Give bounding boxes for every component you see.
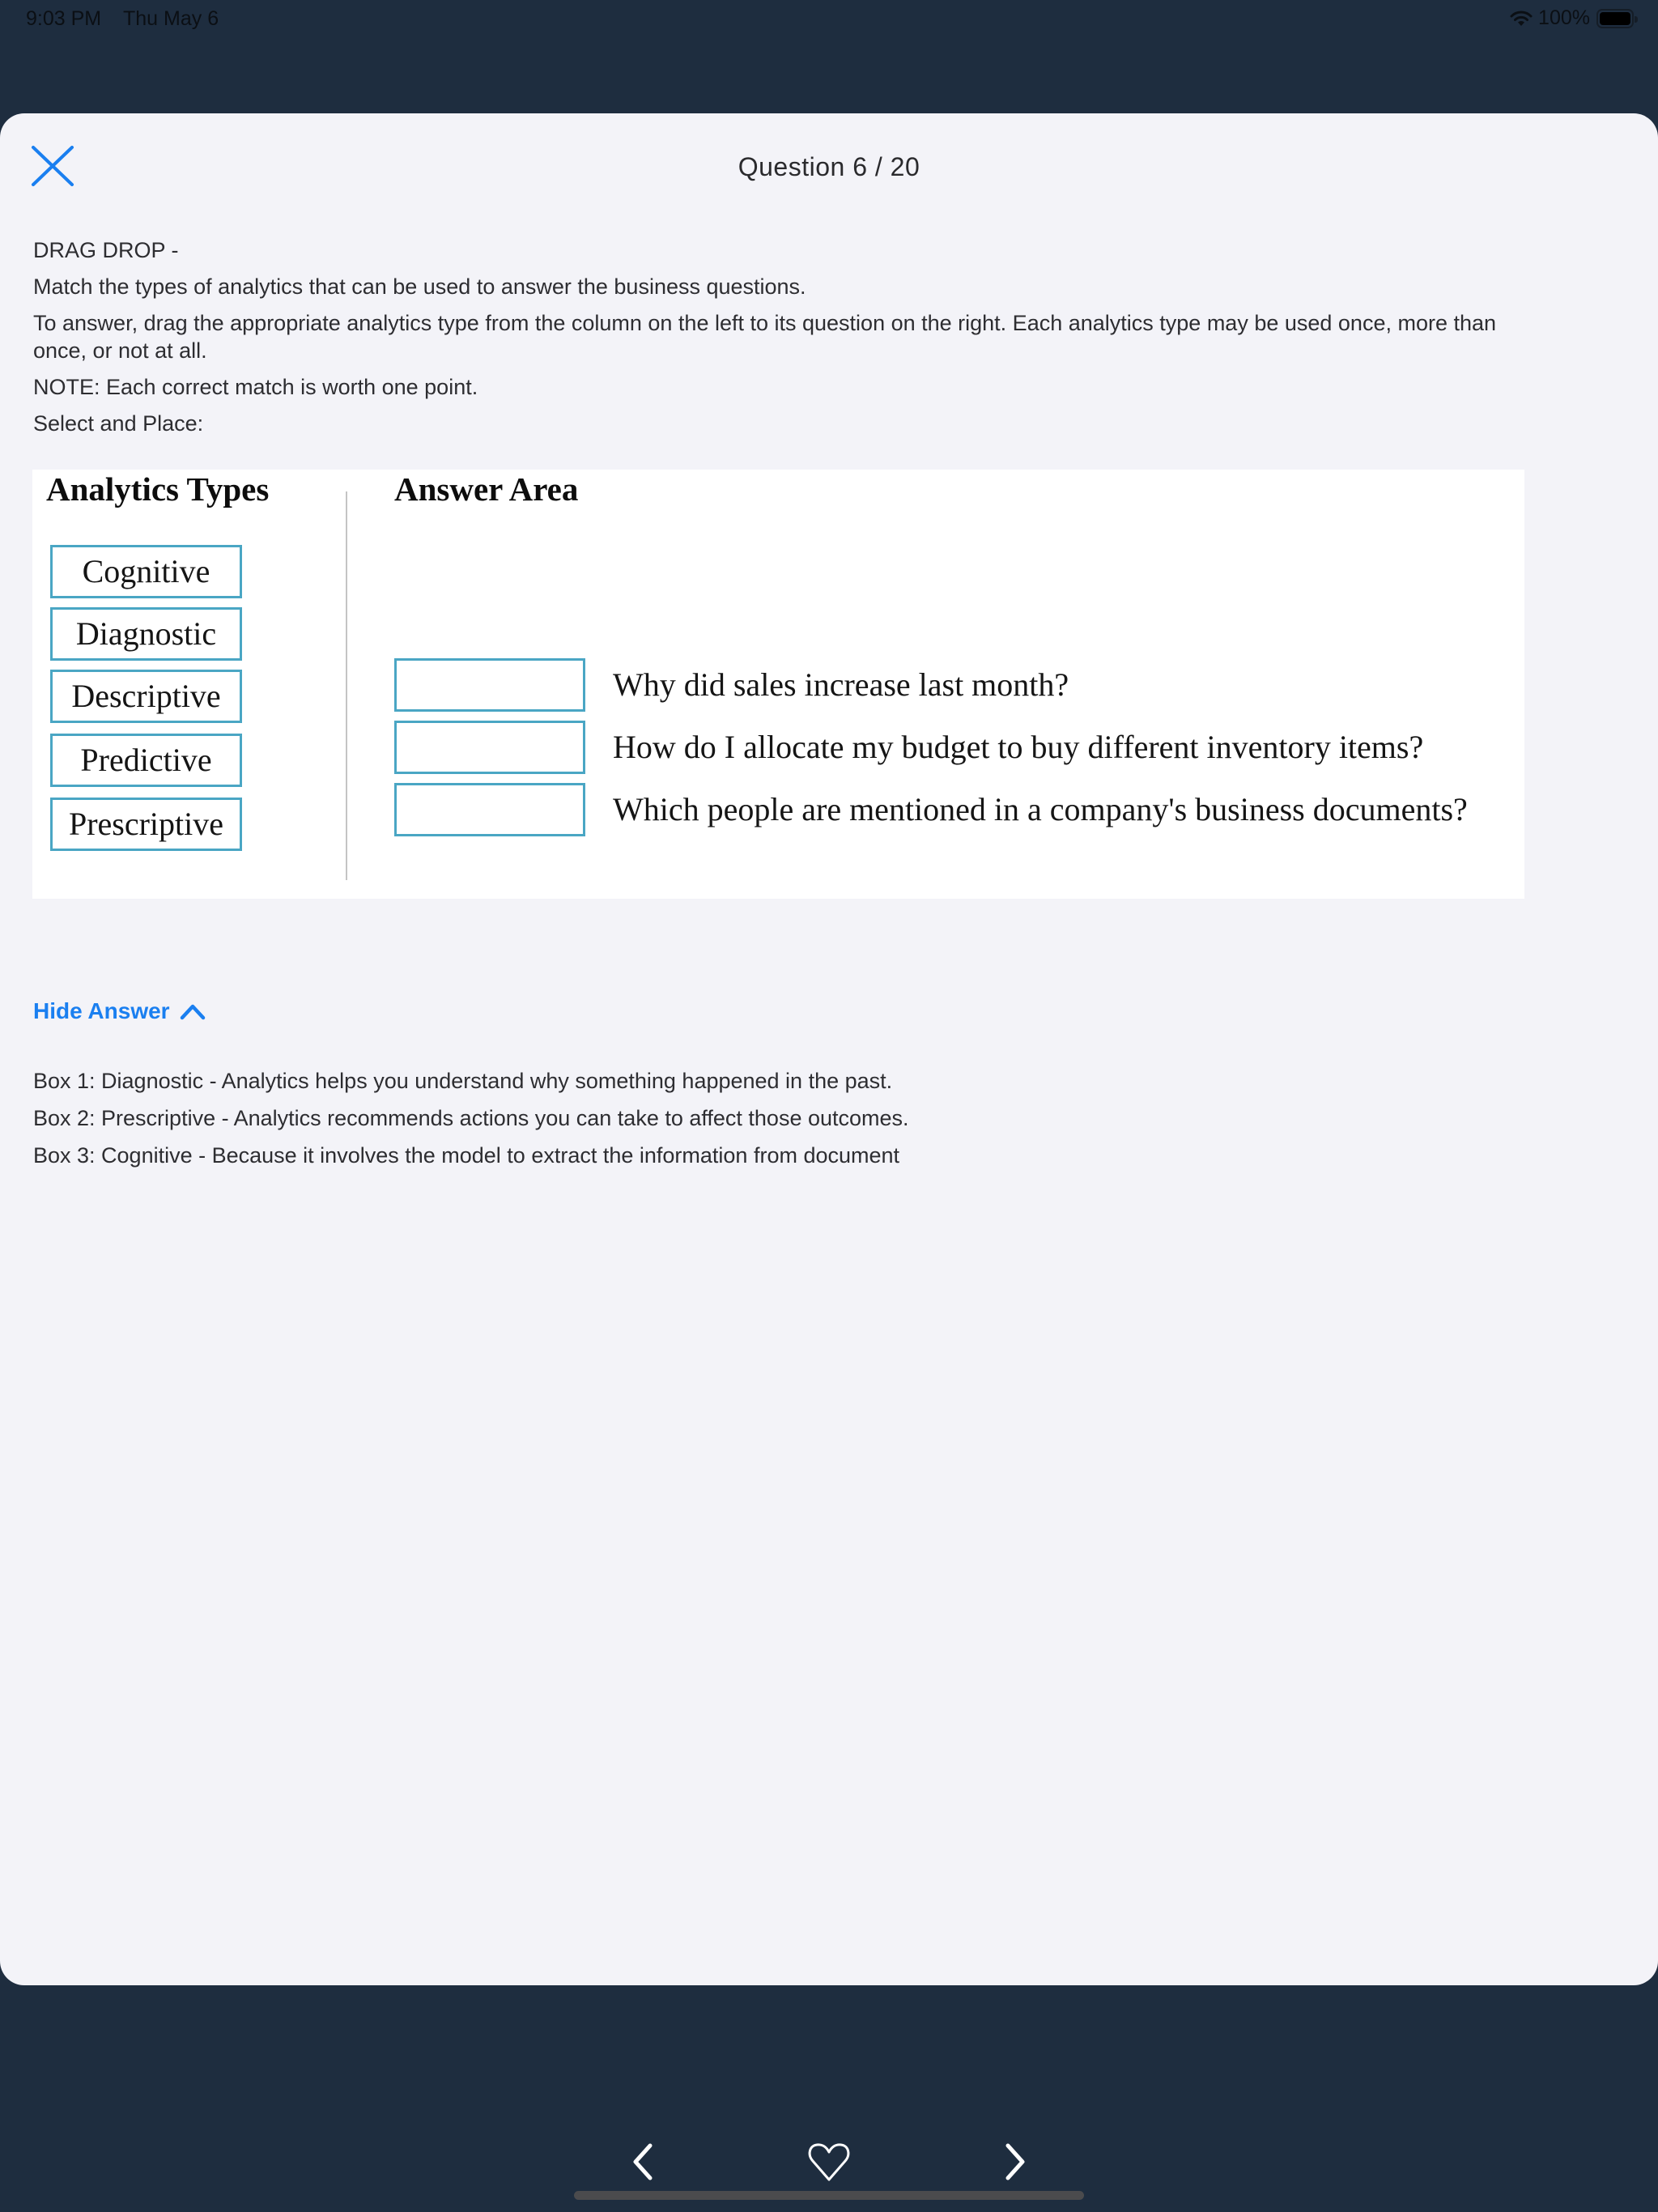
- hide-answer-button[interactable]: [33, 998, 206, 1024]
- battery-percent: 100%: [1538, 6, 1590, 29]
- answer-explanation: [33, 1067, 909, 1179]
- question-card: [0, 113, 1658, 1985]
- answer-area-heading: Answer Area: [394, 470, 579, 508]
- chevron-right-icon: [990, 2138, 1039, 2186]
- hide-answer-label: Hide Answer: [33, 998, 170, 1023]
- explanation-box-1: Box 1: Diagnostic - Analytics helps you understand why something happened in the past.: [33, 1069, 893, 1093]
- answer-slot-2[interactable]: [394, 721, 585, 774]
- heart-icon: [805, 2138, 853, 2186]
- next-question-button[interactable]: [990, 2138, 1039, 2186]
- column-divider: [346, 491, 347, 880]
- question-instructions: To answer, drag the appropriate analytics type from the column on the left to its question on the right. Each analytics type may be used once, more than once, or not at all.: [33, 311, 1497, 363]
- question-type: DRAG DROP -: [33, 238, 179, 262]
- question-note: NOTE: Each correct match is worth one point.: [33, 375, 478, 399]
- answer-slot-1[interactable]: [394, 658, 585, 712]
- analytics-types-heading: Analytics Types: [46, 470, 270, 508]
- wifi-icon: [1509, 10, 1533, 28]
- status-date: Thu May 6: [123, 7, 219, 30]
- type-option-predictive[interactable]: Predictive: [50, 734, 242, 787]
- home-indicator[interactable]: [574, 2191, 1084, 2200]
- type-option-descriptive[interactable]: Descriptive: [50, 670, 242, 723]
- answer-question-1: Why did sales increase last month?: [613, 666, 1069, 703]
- page-title: Question 6 / 20: [738, 152, 920, 181]
- status-time: 9:03 PM: [26, 7, 102, 30]
- answer-slot-3[interactable]: [394, 783, 585, 836]
- answer-question-3: Which people are mentioned in a company's business documents?: [613, 791, 1468, 827]
- chevron-up-icon: [180, 1002, 206, 1020]
- chevron-left-icon: [619, 2138, 668, 2186]
- status-indicators: [1509, 6, 1634, 30]
- type-option-cognitive[interactable]: Cognitive: [50, 545, 242, 598]
- question-text: [33, 236, 1523, 446]
- favorite-button[interactable]: [805, 2138, 853, 2186]
- status-bar: [0, 0, 1658, 39]
- explanation-box-3: Box 3: Cognitive - Because it involves the model to extract the information from document: [33, 1143, 900, 1168]
- drag-drop-panel: [32, 470, 1524, 899]
- explanation-box-2: Box 2: Prescriptive - Analytics recommends actions you can take to affect those outcomes.: [33, 1106, 909, 1130]
- battery-icon: [1596, 9, 1634, 28]
- question-prompt: Match the types of analytics that can be used to answer the business questions.: [33, 274, 806, 299]
- answer-question-2: How do I allocate my budget to buy different inventory items?: [613, 729, 1424, 765]
- type-option-diagnostic[interactable]: Diagnostic: [50, 607, 242, 661]
- previous-question-button[interactable]: [619, 2138, 668, 2186]
- type-option-prescriptive[interactable]: Prescriptive: [50, 798, 242, 851]
- select-label: Select and Place:: [33, 411, 204, 436]
